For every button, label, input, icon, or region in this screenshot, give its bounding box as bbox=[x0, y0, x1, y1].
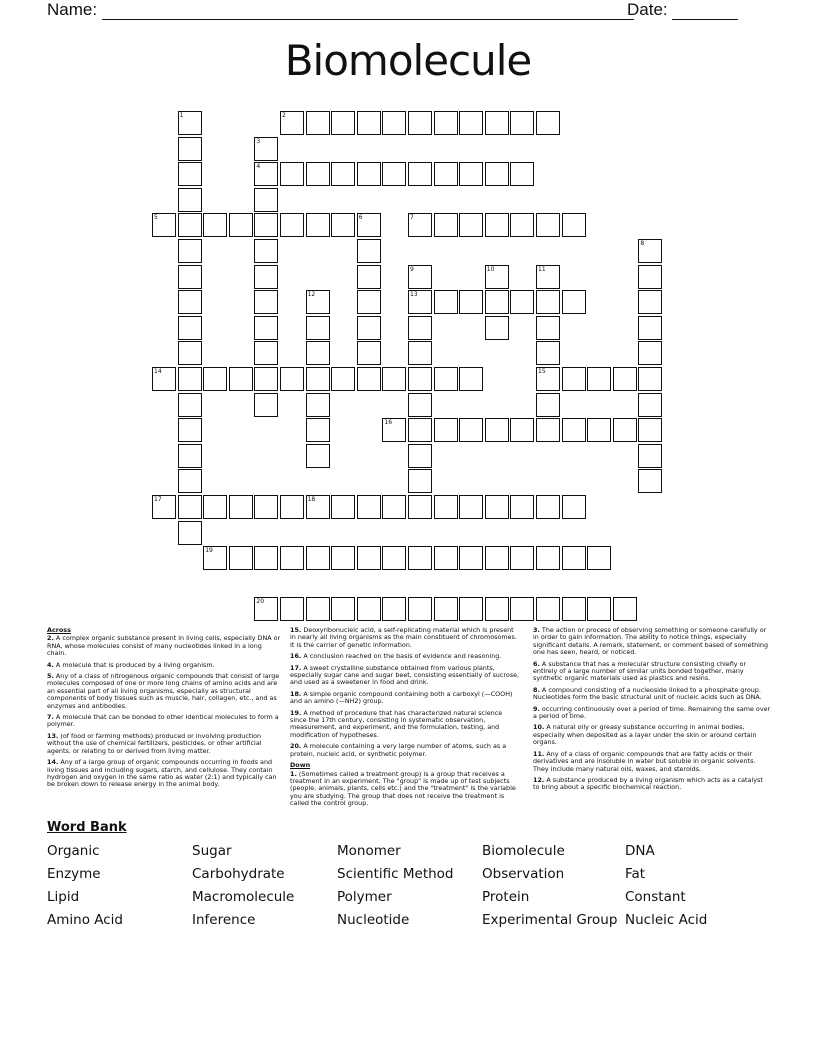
crossword-cell[interactable] bbox=[587, 546, 611, 570]
clue-number: 9 bbox=[410, 265, 414, 273]
page-title: Biomolecule bbox=[284, 36, 532, 85]
crossword-cell[interactable] bbox=[434, 546, 458, 570]
crossword-cell[interactable] bbox=[562, 290, 586, 314]
down-clue bbox=[533, 724, 771, 746]
clue-text: (Sometimes called a treatment group) is a group that receives a treatment in an experiment. The "group" is made up of test subjects (people, animals, plants, cells etc.) and the "treatment" is the variable you are studying. The group that does not receive the treatment is called the control group. bbox=[290, 769, 516, 808]
crossword-cell[interactable] bbox=[178, 393, 202, 417]
crossword-cell[interactable] bbox=[357, 213, 381, 237]
clue-number: 9. bbox=[533, 704, 540, 713]
clue-number: 6. bbox=[533, 659, 540, 668]
crossword-cell[interactable] bbox=[280, 111, 304, 135]
crossword-cell[interactable] bbox=[638, 239, 662, 263]
crossword-cell[interactable] bbox=[562, 495, 586, 519]
crossword-cell[interactable] bbox=[408, 111, 432, 135]
crossword-cell[interactable] bbox=[254, 188, 278, 212]
crossword-cell[interactable] bbox=[254, 290, 278, 314]
crossword-cell[interactable] bbox=[536, 111, 560, 135]
word-bank-item: Nucleotide bbox=[337, 912, 410, 928]
crossword-cell[interactable] bbox=[434, 111, 458, 135]
crossword-cell[interactable] bbox=[331, 495, 355, 519]
crossword-cell[interactable] bbox=[459, 290, 483, 314]
clue-number: 5. bbox=[47, 672, 54, 681]
crossword-cell[interactable] bbox=[178, 265, 202, 289]
across-clue bbox=[47, 714, 282, 729]
crossword-cell[interactable] bbox=[178, 316, 202, 340]
crossword-cell[interactable] bbox=[203, 495, 227, 519]
crossword-cell[interactable] bbox=[587, 367, 611, 391]
crossword-cell[interactable] bbox=[306, 162, 330, 186]
crossword-cell[interactable] bbox=[459, 597, 483, 621]
crossword-cell[interactable] bbox=[331, 367, 355, 391]
clue-number: 14. bbox=[47, 758, 59, 767]
crossword-cell[interactable] bbox=[536, 213, 560, 237]
crossword-cell[interactable] bbox=[178, 341, 202, 365]
clue-number: 15. bbox=[290, 626, 302, 634]
name-label-text: Name: bbox=[47, 0, 98, 19]
clue-text: occurring continuously over a period of time. Remaining the same over a period of time. bbox=[533, 704, 771, 721]
crossword-cell[interactable] bbox=[459, 546, 483, 570]
crossword-cell[interactable] bbox=[459, 418, 483, 442]
crossword-cell[interactable] bbox=[408, 418, 432, 442]
crossword-cell[interactable] bbox=[178, 521, 202, 545]
crossword-cell[interactable] bbox=[178, 239, 202, 263]
word-bank-item: Biomolecule bbox=[482, 843, 565, 859]
crossword-cell[interactable] bbox=[510, 162, 534, 186]
crossword-cell[interactable] bbox=[485, 111, 509, 135]
crossword-cell[interactable] bbox=[357, 111, 381, 135]
across-clue bbox=[290, 743, 520, 758]
crossword-cell[interactable] bbox=[382, 495, 406, 519]
clue-number: 11 bbox=[538, 265, 546, 273]
crossword-cell[interactable] bbox=[536, 341, 560, 365]
crossword-cell[interactable] bbox=[254, 393, 278, 417]
crossword-cell[interactable] bbox=[459, 111, 483, 135]
down-clue bbox=[290, 771, 520, 808]
crossword-cell[interactable] bbox=[382, 367, 406, 391]
crossword-cell[interactable] bbox=[408, 162, 432, 186]
across-clue bbox=[290, 691, 520, 706]
clue-text: (of food or farming methods) produced or involving production without the use of chemical fertilizers, pesticides, or other artificial agents. or relating to or derived from living matter. bbox=[47, 731, 262, 755]
clue-number: 1. bbox=[290, 769, 297, 778]
word-bank-item: Fat bbox=[625, 866, 646, 882]
crossword-cell[interactable] bbox=[613, 418, 637, 442]
crossword-cell[interactable] bbox=[408, 265, 432, 289]
word-bank-item: Monomer bbox=[337, 843, 401, 859]
crossword-cell[interactable] bbox=[229, 546, 253, 570]
crossword-cell[interactable] bbox=[638, 367, 662, 391]
clue-number: 15 bbox=[538, 368, 546, 375]
clue-text: A substance that has a molecular structure consisting chiefly or entirely of a large number of similar units bonded together, many synthetic organic materials used as plastics and resins. bbox=[533, 659, 747, 683]
crossword-cell[interactable] bbox=[357, 265, 381, 289]
clue-number: 6 bbox=[358, 214, 363, 222]
crossword-cell[interactable] bbox=[434, 418, 458, 442]
crossword-cell[interactable] bbox=[306, 111, 330, 135]
crossword-cell[interactable] bbox=[536, 290, 560, 314]
crossword-cell[interactable] bbox=[408, 367, 432, 391]
clue-text: A substance produced by a living organism which acts as a catalyst to bring about a specific biochemical reaction. bbox=[533, 775, 763, 792]
crossword-cell[interactable] bbox=[357, 316, 381, 340]
crossword-cell[interactable] bbox=[254, 316, 278, 340]
crossword-cell[interactable] bbox=[306, 393, 330, 417]
crossword-cell[interactable] bbox=[459, 495, 483, 519]
crossword-cell[interactable] bbox=[382, 546, 406, 570]
clue-number: 3 bbox=[256, 137, 261, 145]
clue-text: Any of a large group of organic compounds occurring in foods and living tissues and including sugars, starch, and cellulose. They contain hydrogen and oxygen in the same ratio as water (2:1) and typically can be broken down to release energy in the animal body. bbox=[47, 758, 277, 789]
crossword-cell[interactable] bbox=[357, 546, 381, 570]
crossword-cell[interactable] bbox=[485, 213, 509, 237]
crossword-cell[interactable] bbox=[178, 444, 202, 468]
crossword-cell[interactable] bbox=[357, 495, 381, 519]
crossword-cell[interactable] bbox=[306, 213, 330, 237]
clue-number: 3. bbox=[533, 626, 540, 634]
crossword-cell[interactable] bbox=[536, 265, 560, 289]
word-bank-item: Observation bbox=[482, 866, 565, 882]
crossword-cell[interactable] bbox=[254, 265, 278, 289]
crossword-cell[interactable] bbox=[254, 495, 278, 519]
crossword-cell[interactable] bbox=[331, 597, 355, 621]
word-bank-item: Constant bbox=[625, 889, 686, 905]
clue-number: 19. bbox=[290, 708, 302, 717]
date-label-text: Date: bbox=[627, 0, 668, 19]
crossword-cell[interactable] bbox=[434, 597, 458, 621]
clue-number: 4. bbox=[47, 660, 54, 669]
crossword-cell[interactable] bbox=[485, 316, 509, 340]
word-bank-item: Nucleic Acid bbox=[625, 912, 708, 928]
crossword-cell[interactable] bbox=[638, 316, 662, 340]
crossword-cell[interactable] bbox=[408, 597, 432, 621]
crossword-cell[interactable] bbox=[306, 418, 330, 442]
crossword-cell[interactable] bbox=[254, 137, 278, 161]
word-bank-item: Polymer bbox=[337, 889, 392, 905]
down-clue bbox=[533, 751, 771, 773]
crossword-cell[interactable] bbox=[357, 341, 381, 365]
down-heading: Down bbox=[290, 761, 311, 770]
across-clue bbox=[47, 673, 282, 710]
crossword-cell[interactable] bbox=[510, 290, 534, 314]
crossword-cell[interactable] bbox=[331, 111, 355, 135]
word-bank-item: Organic bbox=[47, 843, 100, 859]
crossword-cell[interactable] bbox=[306, 597, 330, 621]
crossword-cell[interactable] bbox=[536, 495, 560, 519]
across-clue bbox=[290, 710, 520, 740]
crossword-cell[interactable] bbox=[357, 239, 381, 263]
crossword-cell[interactable] bbox=[485, 265, 509, 289]
crossword-cell[interactable] bbox=[510, 213, 534, 237]
clue-number: 18 bbox=[307, 496, 316, 503]
across-clues bbox=[47, 627, 282, 793]
across-clue bbox=[47, 635, 282, 657]
across-clue bbox=[290, 665, 520, 687]
word-bank-item: Scientific Method bbox=[337, 866, 454, 882]
crossword-cell[interactable] bbox=[485, 290, 509, 314]
crossword-cell[interactable] bbox=[459, 162, 483, 186]
crossword-cell[interactable] bbox=[280, 597, 304, 621]
crossword-cell[interactable] bbox=[536, 597, 560, 621]
crossword-cell[interactable] bbox=[434, 213, 458, 237]
crossword-cell[interactable] bbox=[357, 597, 381, 621]
crossword-cell[interactable] bbox=[357, 162, 381, 186]
word-bank-item: Protein bbox=[482, 889, 530, 905]
crossword-cell[interactable] bbox=[408, 393, 432, 417]
clue-number: 17 bbox=[154, 496, 162, 503]
crossword-cell[interactable] bbox=[178, 137, 202, 161]
clue-number: 18. bbox=[290, 689, 302, 698]
down-clue bbox=[533, 777, 771, 792]
down-clue bbox=[533, 627, 771, 657]
crossword-cell[interactable] bbox=[254, 546, 278, 570]
clue-number: 16. bbox=[290, 652, 302, 661]
crossword-cell[interactable] bbox=[203, 213, 227, 237]
crossword-cell[interactable] bbox=[306, 290, 330, 314]
across-clue bbox=[47, 759, 282, 789]
clue-number: 12. bbox=[533, 775, 545, 784]
clue-text: Any of a class of organic compounds that are fatty acids or their derivatives and are insoluble in water but soluble in organic solvents. They include many natural oils, waxes, and steroids. bbox=[533, 749, 756, 773]
clue-text: Deoxyribonucleic acid, a self-replicating material which is present in nearly all living organisms as the main constituent of chromosomes. It is the carrier of genetic information. bbox=[290, 626, 517, 649]
clue-number: 8. bbox=[533, 685, 540, 694]
crossword-cell[interactable] bbox=[203, 546, 227, 570]
across-heading: Across bbox=[47, 626, 71, 634]
crossword-cell[interactable] bbox=[562, 418, 586, 442]
clue-text: The action or process of observing something or someone carefully or in order to gain information. The ability to notice things, especially significant details. A remark, statement, or comment based of something one has seen, heard, or noticed. bbox=[533, 626, 769, 657]
word-bank-item: Inference bbox=[192, 912, 256, 928]
crossword-cell[interactable] bbox=[434, 367, 458, 391]
across-clue bbox=[47, 662, 282, 669]
crossword-cell[interactable] bbox=[408, 469, 432, 493]
clue-number: 4 bbox=[256, 163, 261, 171]
clue-text: A complex organic substance present in living cells, especially DNA or RNA, whose molecules consist of many nucleotides linked in a long chain. bbox=[47, 634, 281, 658]
crossword-cell[interactable] bbox=[408, 341, 432, 365]
crossword-cell[interactable] bbox=[331, 546, 355, 570]
crossword-cell[interactable] bbox=[178, 495, 202, 519]
crossword-cell[interactable] bbox=[203, 367, 227, 391]
clue-number: 13. bbox=[47, 731, 59, 740]
clue-text: A natural oily or greasy substance occurring in animal bodies, especially when deposited as a layer under the skin or around certain organs. bbox=[533, 723, 757, 747]
crossword-cell[interactable] bbox=[229, 213, 253, 237]
crossword-cell[interactable] bbox=[562, 597, 586, 621]
crossword-cell[interactable] bbox=[510, 111, 534, 135]
crossword-cell[interactable] bbox=[434, 495, 458, 519]
crossword-cell[interactable] bbox=[178, 213, 202, 237]
crossword-cell[interactable] bbox=[306, 495, 330, 519]
clue-number: 11. bbox=[533, 749, 545, 758]
clue-text: A molecule that is produced by a living organism. bbox=[55, 660, 215, 669]
clue-number: 2. bbox=[47, 634, 54, 643]
crossword-cell[interactable] bbox=[536, 316, 560, 340]
crossword-cell[interactable] bbox=[254, 341, 278, 365]
crossword-cell[interactable] bbox=[280, 495, 304, 519]
crossword-cell[interactable] bbox=[434, 290, 458, 314]
clue-text: Any of a class of nitrogenous organic compounds that consist of large molecules composed of one or more long chains of amino acids and are an essential part of all living organisms, especially as structural components of body tissues such as muscle, hair, collagen, etc., and as enzymes and antibodies. bbox=[47, 672, 280, 710]
crossword-cell[interactable] bbox=[178, 111, 202, 135]
crossword-cell[interactable] bbox=[562, 213, 586, 237]
across-clue bbox=[290, 653, 520, 660]
word-bank-item: Sugar bbox=[192, 843, 232, 859]
crossword-cell[interactable] bbox=[536, 367, 560, 391]
crossword-cell[interactable] bbox=[638, 265, 662, 289]
down-clue bbox=[533, 661, 771, 683]
crossword-cell[interactable] bbox=[638, 290, 662, 314]
crossword-cell[interactable] bbox=[510, 495, 534, 519]
clue-number: 13 bbox=[410, 291, 418, 299]
crossword-cell[interactable] bbox=[638, 341, 662, 365]
crossword-cell[interactable] bbox=[485, 495, 509, 519]
clue-number: 19 bbox=[205, 547, 213, 555]
crossword-cell[interactable] bbox=[280, 213, 304, 237]
clue-number: 16 bbox=[384, 419, 393, 427]
crossword-cell[interactable] bbox=[638, 393, 662, 417]
word-bank-title: Word Bank bbox=[47, 820, 127, 835]
crossword-cell[interactable] bbox=[587, 597, 611, 621]
clue-number: 20 bbox=[256, 598, 265, 606]
crossword-cell[interactable] bbox=[331, 162, 355, 186]
clue-number: 1 bbox=[179, 112, 184, 119]
word-bank-item: Macromolecule bbox=[192, 889, 295, 905]
crossword-cell[interactable] bbox=[178, 290, 202, 314]
word-bank-item: Experimental Group bbox=[482, 912, 618, 928]
clue-number: 14 bbox=[154, 368, 162, 375]
crossword-cell[interactable] bbox=[510, 418, 534, 442]
crossword-cell[interactable] bbox=[485, 162, 509, 186]
crossword-cell[interactable] bbox=[382, 162, 406, 186]
crossword-cell[interactable] bbox=[587, 418, 611, 442]
down-clue bbox=[533, 706, 771, 721]
crossword-cell[interactable] bbox=[382, 418, 406, 442]
crossword-cell[interactable] bbox=[178, 367, 202, 391]
crossword-cell[interactable] bbox=[562, 546, 586, 570]
across-clue bbox=[47, 733, 282, 755]
across-clues-continued bbox=[290, 627, 520, 812]
crossword-cell[interactable] bbox=[562, 367, 586, 391]
clue-number: 20. bbox=[290, 742, 302, 751]
crossword-cell[interactable] bbox=[357, 367, 381, 391]
crossword-cell[interactable] bbox=[536, 418, 560, 442]
clue-text: A molecule that can be bonded to other identical molecules to form a polymer. bbox=[47, 713, 279, 729]
clue-text: A simple organic compound containing both a carboxyl (—COOH) and an amino (—NH2) group. bbox=[290, 689, 513, 706]
crossword-cell[interactable] bbox=[613, 367, 637, 391]
crossword-cell[interactable] bbox=[229, 495, 253, 519]
crossword-cell[interactable] bbox=[485, 546, 509, 570]
crossword-cell[interactable] bbox=[638, 469, 662, 493]
crossword-cell[interactable] bbox=[382, 597, 406, 621]
crossword-cell[interactable] bbox=[536, 393, 560, 417]
crossword-cell[interactable] bbox=[510, 546, 534, 570]
crossword-cell[interactable] bbox=[408, 546, 432, 570]
clue-number: 10 bbox=[486, 265, 495, 273]
crossword-cell[interactable] bbox=[306, 341, 330, 365]
clue-number: 2 bbox=[282, 112, 286, 119]
crossword-cell[interactable] bbox=[485, 597, 509, 621]
word-bank-item: Lipid bbox=[47, 889, 80, 905]
crossword-cell[interactable] bbox=[280, 162, 304, 186]
crossword-cell[interactable] bbox=[254, 162, 278, 186]
crossword-cell[interactable] bbox=[178, 418, 202, 442]
crossword-cell[interactable] bbox=[229, 367, 253, 391]
crossword-cell[interactable] bbox=[254, 367, 278, 391]
crossword-cell[interactable] bbox=[459, 367, 483, 391]
clue-number: 17. bbox=[290, 663, 302, 672]
crossword-cell[interactable] bbox=[485, 418, 509, 442]
crossword-cell[interactable] bbox=[306, 316, 330, 340]
crossword-cell[interactable] bbox=[152, 213, 176, 237]
crossword-cell[interactable] bbox=[382, 111, 406, 135]
word-bank-item: Enzyme bbox=[47, 866, 101, 882]
clue-number: 7 bbox=[410, 214, 414, 222]
crossword-cell[interactable] bbox=[280, 546, 304, 570]
crossword-cell[interactable] bbox=[408, 213, 432, 237]
down-clues bbox=[533, 627, 771, 796]
word-bank bbox=[47, 842, 767, 930]
crossword-cell[interactable] bbox=[536, 546, 560, 570]
crossword-cell[interactable] bbox=[254, 213, 278, 237]
crossword-cell[interactable] bbox=[178, 162, 202, 186]
clue-number: 8 bbox=[640, 240, 645, 247]
crossword-cell[interactable] bbox=[254, 239, 278, 263]
crossword-cell[interactable] bbox=[638, 418, 662, 442]
clue-text: A conclusion reached on the basis of evidence and reasoning. bbox=[303, 652, 502, 661]
crossword-cell[interactable] bbox=[280, 367, 304, 391]
crossword-cell[interactable] bbox=[408, 290, 432, 314]
clue-number: 7. bbox=[47, 713, 54, 722]
crossword-cell[interactable] bbox=[306, 444, 330, 468]
clue-text: A compound consisting of a nucleoside linked to a phosphate group. Nucleotides form the basic structural unit of nucleic acids such as DNA. bbox=[533, 685, 762, 702]
clue-number: 12 bbox=[307, 291, 316, 299]
crossword-cell[interactable] bbox=[434, 162, 458, 186]
clue-text: A molecule containing a very large number of atoms, such as a protein, nucleic acid, or synthetic polymer. bbox=[290, 742, 507, 758]
clue-number: 5 bbox=[154, 214, 158, 222]
crossword-cell[interactable] bbox=[357, 290, 381, 314]
crossword-cell[interactable] bbox=[459, 213, 483, 237]
word-bank-item: DNA bbox=[625, 843, 655, 859]
crossword-cell[interactable] bbox=[152, 495, 176, 519]
clue-text: A method of procedure that has characterized natural science since the 17th century, consisting in systematic observation, measurement, and experiment, and the formulation, testing, and modification of hypotheses. bbox=[290, 708, 503, 739]
crossword-cell[interactable] bbox=[510, 597, 534, 621]
crossword-cell[interactable] bbox=[152, 367, 176, 391]
crossword-cell[interactable] bbox=[306, 546, 330, 570]
crossword-cell[interactable] bbox=[408, 495, 432, 519]
clue-number: 10. bbox=[533, 723, 545, 732]
word-bank-item: Amino Acid bbox=[47, 912, 123, 928]
crossword-cell[interactable] bbox=[638, 444, 662, 468]
word-bank-item: Carbohydrate bbox=[192, 866, 285, 882]
crossword-cell[interactable] bbox=[306, 367, 330, 391]
down-clue bbox=[533, 687, 771, 702]
crossword-cell[interactable] bbox=[613, 597, 637, 621]
clue-text: A sweet crystalline substance obtained from various plants, especially sugar cane and sugar beet, consisting essentially of sucrose, and used as a sweetener in food and drink. bbox=[290, 663, 520, 687]
crossword-cell[interactable] bbox=[408, 444, 432, 468]
crossword-cell[interactable] bbox=[408, 316, 432, 340]
across-clue bbox=[290, 627, 520, 649]
crossword-cell[interactable] bbox=[331, 213, 355, 237]
crossword-cell[interactable] bbox=[178, 469, 202, 493]
crossword-cell[interactable] bbox=[178, 188, 202, 212]
crossword-cell[interactable] bbox=[254, 597, 278, 621]
